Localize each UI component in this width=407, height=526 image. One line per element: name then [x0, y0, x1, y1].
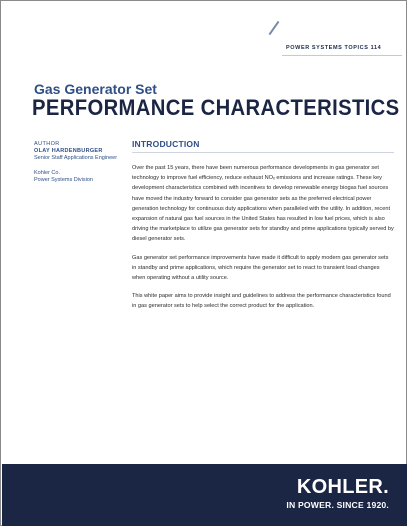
footer-band	[2, 464, 407, 526]
author-sidebar	[34, 141, 124, 184]
section-heading: INTRODUCTION	[132, 139, 394, 153]
intro-paragraph-1: Over the past 15 years, there have been numerous performance developments in gas generator set technology to improve fuel efficiency, reduce exhaust NOₓ emissions and increase ratings. These key development characteristics combined with incentives to develop renewable energy biogas fuel sources have moved the industry forward to consider gas generator sets as the preferred electrical power generation technology for continuous duty applications when paralleled with the utility. In addition, recent expansion of natural gas fuel sources in the United States has resulted in low fuel prices, which is also driving the marketplace to utilize gas generator sets for standby and prime applications typically served by diesel generator sets.	[132, 165, 394, 243]
brand-tagline: IN POWER. SINCE 1920.	[286, 500, 389, 510]
document-subtitle: Gas Generator Set	[34, 81, 157, 97]
intro-paragraph-3: This white paper aims to provide insight and guidelines to address the performance characteristics found in gas generator sets to help select the correct product for the application.	[132, 293, 391, 310]
kohler-logo: KOHLER.	[296, 476, 389, 498]
author-role: Senior Staff Applications Engineer	[34, 155, 118, 161]
main-content	[132, 139, 394, 312]
topic-header	[266, 15, 396, 57]
slash-mark	[269, 21, 280, 35]
author-name: OLAY HARDENBURGER	[34, 148, 103, 154]
author-division: Power Systems Division	[34, 177, 93, 183]
author-company: Kohler Co.	[34, 170, 60, 176]
topic-label: POWER SYSTEMS TOPICS 114	[286, 45, 382, 51]
topic-rule	[282, 55, 402, 56]
author-label: AUTHOR	[34, 141, 60, 147]
document-title: PERFORMANCE CHARACTERISTICS	[32, 95, 400, 120]
intro-paragraph-2: Gas generator set performance improvements have made it difficult to apply modern gas generator sets in standby and prime applications, which require the generator set to react to transient load changes when operating without a utility source.	[132, 254, 389, 282]
